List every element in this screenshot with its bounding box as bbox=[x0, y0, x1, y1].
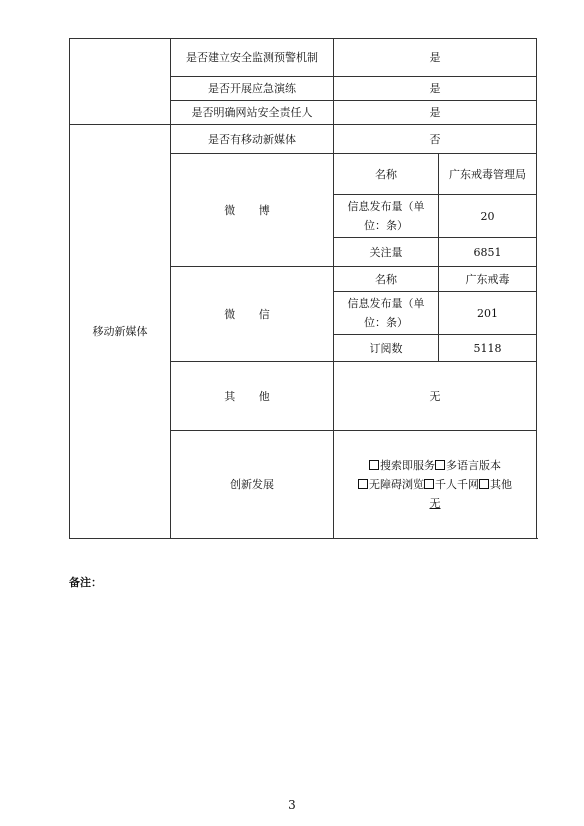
drill-value: 是 bbox=[334, 77, 537, 101]
section-cell-empty bbox=[70, 39, 171, 125]
wechat-posts-value: 201 bbox=[439, 292, 537, 335]
wechat-subscribers-label: 订阅数 bbox=[334, 335, 439, 362]
checkbox-icon[interactable] bbox=[369, 460, 379, 470]
weibo-name-label: 名称 bbox=[334, 154, 439, 195]
weibo-label: 微 博 bbox=[171, 154, 334, 267]
wechat-name-value: 广东戒毒 bbox=[439, 267, 537, 292]
other-media-label: 其 他 bbox=[171, 362, 334, 431]
warning-label: 是否建立安全监测预警机制 bbox=[171, 39, 334, 77]
option-search-service[interactable]: 搜索即服务 bbox=[369, 459, 435, 472]
report-table bbox=[69, 38, 537, 539]
checkbox-icon[interactable] bbox=[424, 479, 434, 489]
other-media-value: 无 bbox=[334, 362, 537, 431]
wechat-name-label: 名称 bbox=[334, 267, 439, 292]
option-multilingual[interactable]: 多语言版本 bbox=[435, 459, 501, 472]
wechat-subscribers-value: 5118 bbox=[439, 335, 537, 362]
weibo-posts-value: 20 bbox=[439, 195, 537, 238]
checkbox-icon[interactable] bbox=[358, 479, 368, 489]
page-number: 3 bbox=[288, 798, 296, 812]
drill-label: 是否开展应急演练 bbox=[171, 77, 334, 101]
option-other[interactable]: 其他 bbox=[479, 478, 512, 491]
wechat-posts-label: 信息发布量（单位：条） bbox=[334, 292, 439, 335]
responsible-value: 是 bbox=[334, 101, 537, 125]
note-label: 备注： bbox=[69, 576, 102, 589]
innovation-other-text: 无 bbox=[429, 497, 441, 510]
wechat-label: 微 信 bbox=[171, 267, 334, 362]
innovation-options bbox=[334, 431, 537, 539]
option-personalized[interactable]: 千人千网 bbox=[424, 478, 479, 491]
has-media-label: 是否有移动新媒体 bbox=[171, 125, 334, 154]
checkbox-icon[interactable] bbox=[435, 460, 445, 470]
responsible-label: 是否明确网站安全责任人 bbox=[171, 101, 334, 125]
has-media-value: 否 bbox=[334, 125, 537, 154]
weibo-posts-label: 信息发布量（单位：条） bbox=[334, 195, 439, 238]
weibo-followers-value: 6851 bbox=[439, 238, 537, 267]
weibo-followers-label: 关注量 bbox=[334, 238, 439, 267]
warning-value: 是 bbox=[334, 39, 537, 77]
innovation-label: 创新发展 bbox=[171, 431, 334, 539]
checkbox-icon[interactable] bbox=[479, 479, 489, 489]
weibo-name-value: 广东戒毒管理局 bbox=[439, 154, 537, 195]
option-accessibility[interactable]: 无障碍浏览 bbox=[358, 478, 424, 491]
media-section-label: 移动新媒体 bbox=[70, 125, 171, 539]
